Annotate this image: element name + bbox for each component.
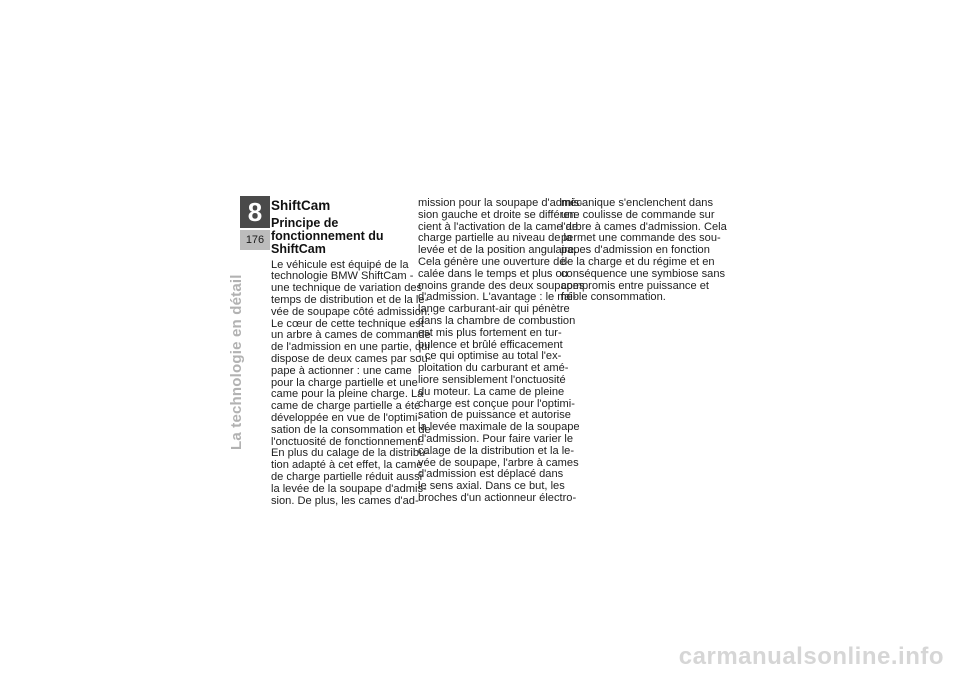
- body-line: - ce qui optimise au total l'ex-: [418, 350, 562, 363]
- body-line: est mis plus fortement en tur-: [418, 326, 562, 339]
- body-line: l'onctuosité de fonctionnement.: [271, 435, 424, 448]
- body-line: d'admission est déplacé dans: [418, 468, 564, 481]
- body-line: moins grande des deux soupapes: [418, 279, 585, 292]
- body-line: de charge partielle réduit aussi: [271, 470, 423, 483]
- body-line: faible consommation.: [561, 291, 666, 304]
- body-line: de la charge et du régime et en: [561, 255, 715, 268]
- chapter-side-title: La technologie en détail: [228, 274, 245, 450]
- body-line: Le véhicule est équipé de la: [271, 258, 409, 271]
- body-line: levée et de la position angulaire.: [418, 244, 578, 257]
- body-line: Cela génère une ouverture dé-: [418, 255, 570, 268]
- body-line: une coulisse de commande sur: [561, 208, 715, 221]
- subtitle-line: ShiftCam: [271, 242, 326, 257]
- body-line: sation de puissance et autorise: [418, 409, 571, 422]
- body-line: broches d'un actionneur électro-: [418, 491, 577, 504]
- body-line: came pour la pleine charge. La: [271, 388, 424, 401]
- body-line: Le cœur de cette technique est: [271, 317, 424, 330]
- body-line: temps de distribution et de la le-: [271, 294, 429, 306]
- body-line: calage de la distribution et la le-: [418, 444, 575, 457]
- body-line: charge est conçue pour l'optimi-: [418, 397, 575, 410]
- body-line: liore sensiblement l'onctuosité: [418, 373, 566, 386]
- body-line: développée en vue de l'optimi-: [271, 411, 422, 424]
- body-line: mission pour la soupape d'admis-: [418, 197, 583, 209]
- body-line: vée de soupape, l'arbre à cames: [418, 456, 579, 469]
- body-line: sion. De plus, les cames d'ad-: [271, 494, 419, 507]
- text-column-2: [418, 197, 585, 505]
- body-line: cient à l'activation de la came de: [418, 220, 578, 233]
- body-line: permet une commande des sou-: [561, 232, 721, 245]
- watermark: carmanualsonline.info: [678, 643, 944, 670]
- body-line: charge partielle au niveau de la: [418, 232, 573, 245]
- body-line: papes d'admission en fonction: [561, 244, 710, 257]
- body-line: du moteur. La came de pleine: [418, 385, 565, 398]
- body-line: dispose de deux cames par sou-: [271, 352, 432, 365]
- body-line: dans la chambre de combustion: [418, 314, 576, 327]
- body-line: bulence et brûlé efficacement: [418, 338, 563, 351]
- chapter-number: 8: [240, 196, 270, 228]
- body-line: mécanique s'enclenchent dans: [561, 197, 713, 209]
- section-title: ShiftCam: [271, 198, 331, 213]
- body-line: le sens axial. Dans ce but, les: [418, 480, 565, 493]
- body-line: sion gauche et droite se différen-: [418, 208, 580, 221]
- body-line: pour la charge partielle et une: [271, 376, 418, 389]
- body-line: technologie BMW ShiftCam -: [271, 270, 414, 283]
- body-line: compromis entre puissance et: [561, 279, 709, 292]
- body-line: pape à actionner : une came: [271, 364, 412, 377]
- body-line: la levée de la soupape d'admis-: [271, 482, 427, 495]
- body-line: ploitation du carburant et amé-: [418, 362, 569, 375]
- subtitle-line: fonctionnement du: [271, 229, 384, 244]
- body-text: [271, 258, 432, 508]
- body-text: [561, 197, 727, 304]
- body-line: vée de soupape côté admission.: [271, 305, 431, 318]
- section-subtitle: [271, 217, 409, 257]
- text-column-3: [561, 197, 727, 304]
- body-line: calée dans le temps et plus ou: [418, 267, 568, 280]
- body-line: l'arbre à cames d'admission. Cela: [561, 220, 727, 233]
- body-line: la levée maximale de la soupape: [418, 421, 580, 434]
- body-line: sation de la consommation et de: [271, 423, 431, 436]
- body-line: En plus du calage de la distribu-: [271, 447, 429, 460]
- text-column-1: [271, 198, 432, 507]
- body-line: une technique de variation des: [271, 282, 423, 295]
- body-line: d'admission. L'avantage : le mé-: [418, 291, 577, 304]
- body-line: un arbre à cames de commande: [271, 329, 431, 342]
- body-line: de l'admission en une partie, qui: [271, 341, 430, 354]
- body-line: d'admission. Pour faire varier le: [418, 432, 574, 445]
- body-line: tion adapté à cet effet, la came: [271, 459, 423, 472]
- body-line: lange carburant-air qui pénètre: [418, 303, 570, 316]
- subtitle-line: Principe de: [271, 216, 339, 230]
- page-number: 176: [240, 230, 270, 250]
- body-text: [418, 197, 585, 505]
- body-line: came de charge partielle a été: [271, 400, 421, 413]
- body-line: conséquence une symbiose sans: [561, 267, 726, 280]
